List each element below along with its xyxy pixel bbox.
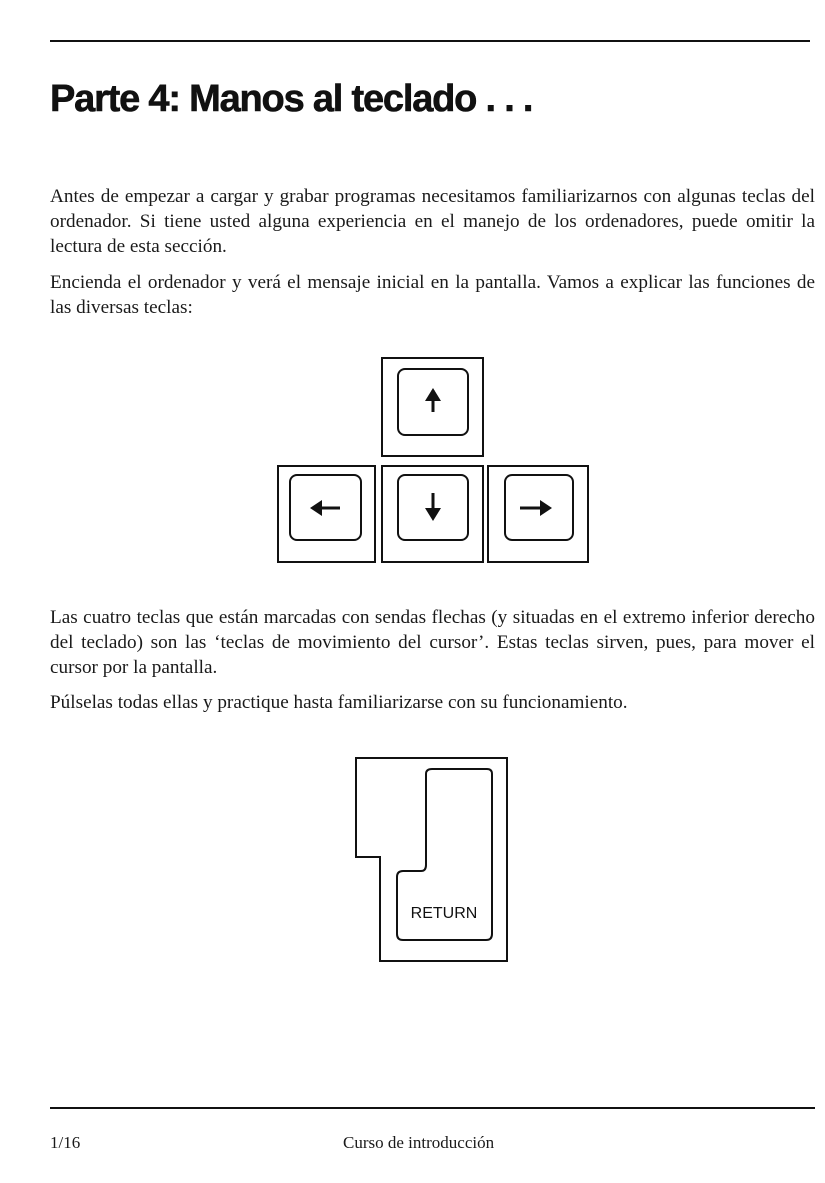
intro-paragraph: Antes de empezar a cargar y grabar programas necesitamos familiarizarnos con algunas teclas del ordenador. Si tiene usted alguna experiencia en el manejo de los ordenadores, puede omitir la lectura de esta sección.: [50, 186, 815, 257]
up-arrow-key: [382, 358, 483, 456]
right-arrow-key: [488, 466, 588, 562]
page-number: 1/16: [50, 1133, 81, 1152]
down-arrow-icon: [425, 493, 441, 521]
return-key-label: RETURN: [410, 905, 478, 922]
cursor-keys-figure: [276, 356, 590, 564]
up-arrow-icon: [425, 388, 441, 412]
footer-title: Curso de introducción: [343, 1133, 495, 1152]
instructions-paragraph: Encienda el ordenador y verá el mensaje inicial en la pantalla. Vamos a explicar las funciones de las diversas teclas:: [50, 272, 815, 318]
return-key-figure: [355, 757, 509, 963]
left-arrow-key: [278, 466, 375, 562]
practice-paragraph: Púlselas todas ellas y practique hasta familiarizarse con su funcionamiento.: [50, 692, 628, 713]
right-arrow-icon: [520, 500, 552, 516]
down-arrow-key: [382, 466, 483, 562]
bottom-rule: [50, 1107, 815, 1109]
cursor-keys-paragraph: Las cuatro teclas que están marcadas con sendas flechas (y situadas en el extremo inferior derecho del teclado) son las ‘teclas de movimiento del cursor’. Estas teclas sirven, pues, para mover el cursor por la pantalla.: [50, 607, 815, 678]
left-arrow-icon: [310, 500, 340, 516]
top-rule: [50, 40, 810, 42]
page-title: Parte 4: Manos al teclado . . .: [50, 78, 533, 120]
